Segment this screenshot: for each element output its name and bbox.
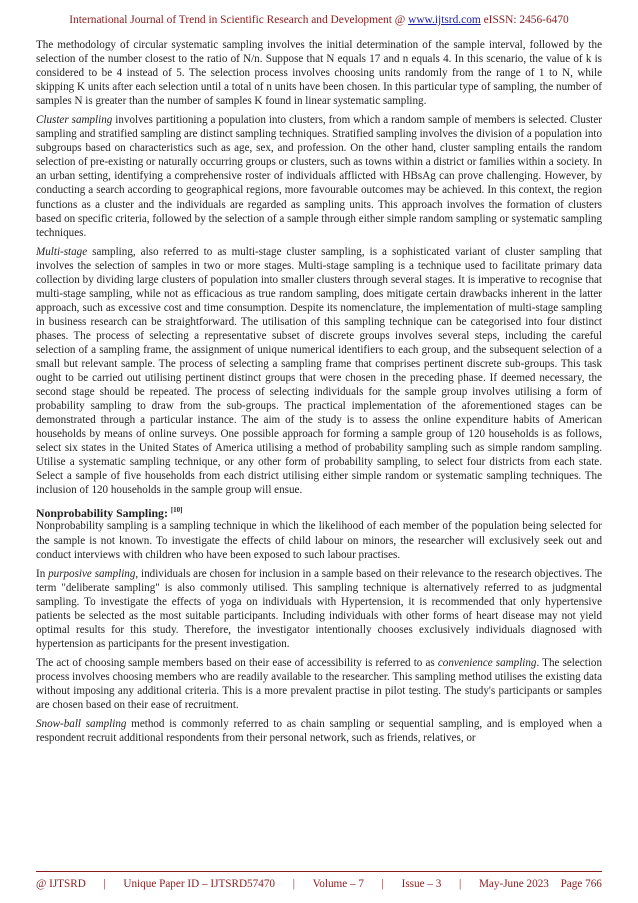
term-convenience-sampling: convenience sampling [437,656,537,669]
running-header [0,14,638,26]
footer-volume: Volume – 7 [312,878,364,890]
term-cluster-sampling: Cluster sampling [36,114,113,127]
journal-url-link[interactable]: www.ijtsrd.com [408,14,481,26]
footer-date: May-June 2023 [478,878,549,890]
citation-ref: [10] [170,505,183,514]
term-multi-stage: Multi-stage [36,245,88,258]
footer-divider [36,871,602,872]
paragraph-multi-stage: Multi-stage sampling, also referred to as multi-stage cluster sampling, is a sophisticated variant of cluster sampling that involves the selection of samples in two or more stages. Multi-stage sampling is a technique used to facilitate primary data collection by dividing large clusters of population into smaller clusters through several stages. It is imperative to recognise that multi-stage sampling, while not as efficacious as true random sampling, does mitigate certain drawbacks inherent in the latter approach, such as excessive cost and time consumption. Despite its nomenclature, the implementation of multi-stage sampling in business research can be straightforward. The utilisation of this sampling technique can be categorised into four distinct phases. The process of selecting a representative subset of discrete groups involves several steps, including the careful selection of a sampling frame, the assignment of unique numerical identifiers to each group, and the subsequent selection of a small but relevant sample. The process of selecting a sampling frame that comprises pertinent discrete sub-groups. This task ought to be carried out utilising pertinent distinct groups that were chosen in the preceding phase. If deemed necessary, the second stage should be repeated. The process of selecting individuals for the sample group involves utilising a form of probability sampling to draw from the sub-groups. The practical implementation of the aforementioned stages can be demonstrated through a particular instance. The aim of the study is to assess the online expenditure habits of American households by means of online surveys. One possible approach for forming a sample group of 120 households is as follows, select six states in the United States of America utilising a method of probability sampling such as simple random sampling. Utilise a systematic sampling technique, or any other form of probability sampling, to select four districts from each state. Select a sample of five households from each district utilising either simple random or systematic sampling techniques. The inclusion of 120 households in the sample group will ensue. [36,245,602,497]
footer-issue: Issue – 3 [401,878,442,890]
footer-journal: @ IJTSRD [36,878,86,890]
paragraph-circular-systematic: The methodology of circular systematic sampling involves the initial determination of the sample interval, followed by the selection of the number closest to the ratio of N/n. Suppose that N equals 17 and n equals 4. In this scenario, the value of k is considered to be 4 instead of 5. The selection process involves choosing units randomly from the range of 1 to N, while skipping K units after each selection until a total of n units have been chosen. In this particular type of sampling, the number of samples N is greater than the number of samples K found in linear systematic sampling. [36,39,602,108]
paragraph-nonprobability: Nonprobability sampling is a sampling technique in which the likelihood of each member of the population being selected for the sample is not known. To investigate the effects of child labour on minors, the researcher will exclusively seek out and conduct interviews with children who have been exposed to such labour practises. [36,520,602,561]
paragraph-cluster-sampling: Cluster sampling involves partitioning a population into clusters, from which a random sample of members is selected. Cluster sampling and stratified sampling are distinct sampling techniques. Stratified sampling involves the division of a population into subgroups based on characteristics such as age, sex, and profession. On the other hand, cluster sampling entails the random selection of pre-existing or naturally occurring groups or clusters, such as towns within a district or families within a society. In an urban setting, identifying a comprehensive roster of individuals afflicted with HBsAg can prove challenging. However, by conducting a search according to geographical regions, more favourable outcomes may be achieved. In this context, the region functions as a cluster and the individuals are regarded as sampling units. This approach involves the formation of clusters based on specific criteria, followed by the selection of a sample through either simple random sampling or systematic sampling techniques. [36,114,602,239]
paragraph-convenience: The act of choosing sample members based on their ease of accessibility is referred to as convenience sampling. The selection process involves choosing members who are readily available to the researcher. This sampling method utilises the existing data without imposing any additional criteria. This is a more prevalent practise in pilot testing. The study's participants or samples are chosen based on their ease of recruitment. [36,656,602,712]
footer-paper-id: Unique Paper ID – IJTSRD57470 [123,878,276,890]
section-heading-nonprobability: Nonprobability Sampling: [10] [36,505,183,520]
paragraph-purposive: In purposive sampling, individuals are chosen for inclusion in a sample based on their relevance to the research objectives. The term "deliberate sampling" is also commonly utilised. This sampling technique is alternatively referred to as judgmental sampling. To investigate the effects of yoga on individuals with Hypertension, it is recommended that only hypertensive patients be selected as the most suitable participants. Including individuals with other forms of heart disease may not yield optimal results for this study. Therefore, the investigator intentionally chooses exclusively individuals diagnosed with hypertension as participants for the present investigation. [36,567,602,650]
footer-page-number: Page 766 [560,878,602,890]
running-footer: @ IJTSRD | Unique Paper ID – IJTSRD57470 | Volume – 7 | Issue – 3 | May-June 2023 Page 766 [36,878,602,890]
journal-title: International Journal of Trend in Scientific Research and Development @ [69,14,409,26]
article-body [36,38,602,745]
paragraph-snowball: Snow‐ball sampling method is commonly referred to as chain sampling or sequential sampling, and is employed when a respondent recruit additional respondents from their personal network, such as friends, relatives, or [36,718,603,745]
term-purposive-sampling: purposive sampling [48,567,136,580]
term-snowball-sampling: Snow‐ball sampling [36,718,127,731]
issn: eISSN: 2456-6470 [480,14,569,26]
